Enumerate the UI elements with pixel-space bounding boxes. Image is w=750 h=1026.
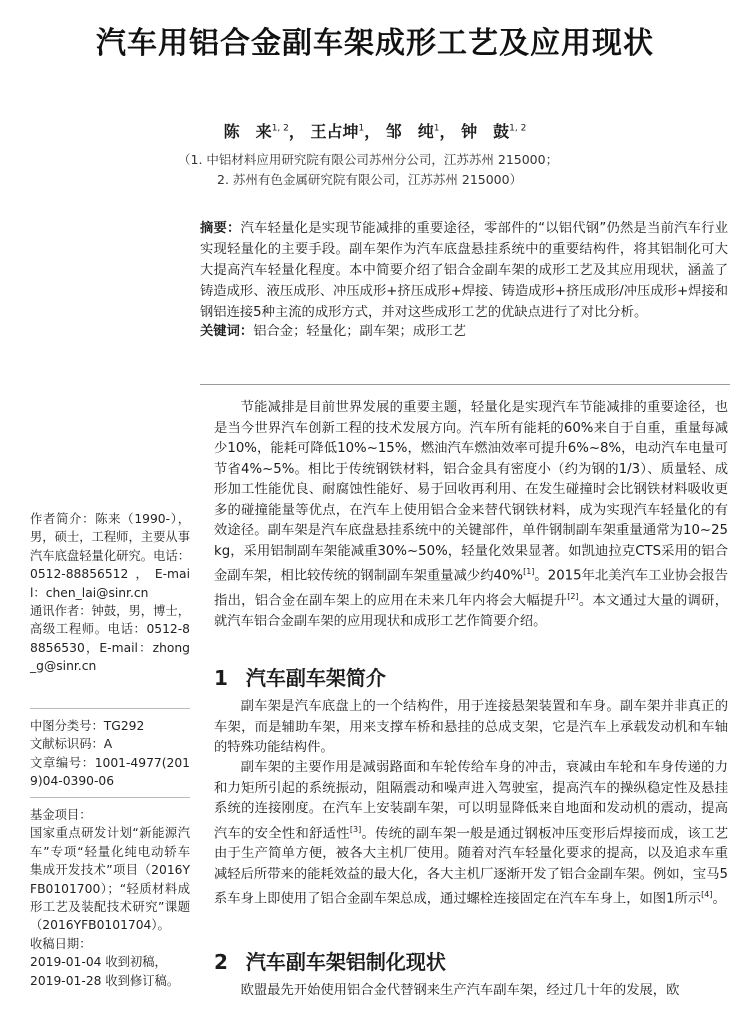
sidebar-author-info <box>30 510 190 676</box>
author-intro: 作者简介：陈来（1990-），男，硕士，工程师，主要从事汽车底盘轻量化研究。电话：0512-88856512，E-mail：chen_lai@sinr.cn <box>30 512 190 600</box>
body-text: 副车架的主要作用是减弱路面和车轮传给车身的冲击，衰减由车轮和车身传递的力和力矩所引起的系统振动，阻隔震动和噪声进入驾驶室，提高汽车的操纵稳定性及悬挂系统的连接刚度。在汽车上安装副车架，可以明显降低来自地面和发动机的震动，提高汽车的安全性和舒适性 <box>214 760 728 841</box>
section-title: 汽车副车架铝制化现状 <box>245 950 446 974</box>
citation: [2] <box>567 591 579 601</box>
affiliation-2: 2. 苏州有色金属研究院有限公司，江苏苏州 215000） <box>217 172 523 187</box>
received-date-2: 2019-01-28 收到修订稿。 <box>30 973 180 988</box>
fund-label: 基金项目： <box>30 808 92 822</box>
intro-text: 节能减排是目前世界发展的重要主题，轻量化是实现汽车节能减排的重要途径，也是当今世界汽车创新工程的技术发展方向。汽车所有能耗的60%来自于自重，重量每减少10%，能耗可降低10%~15%，燃油汽车燃油效率可提升6%~8%，电动汽车电量可节省4%~5%。相比于传统钢铁材料，铝合金具有密度小（约为钢的1/3）、质量轻、成形加工性能优良、耐腐蚀性能好、易于回收再利用、在发生碰撞时会比钢铁材料吸收更多的碰撞能量等优点，在汽车上使用铝合金来替代钢铁材料，成为实现汽车轻量化的有效途径。副车架是汽车底盘悬挂系统中的关键部件，单件钢制副车架重量通常为10~25 kg，采用铝制副车架能减重30%~50%，轻量化效果显著。如凯迪拉克CTS采用的铝合金副车架，相比较传统的钢制副车架重量减少约40% <box>214 400 728 584</box>
author-name: 王占坤 <box>310 122 359 141</box>
keywords <box>200 320 728 339</box>
sidebar-divider <box>30 797 190 798</box>
intro-text: 。本文通过大量的调研，就汽车铝合金副车架的应用现状和成形工艺作简要介绍。 <box>214 593 729 629</box>
document-code: 文献标识码：A <box>30 737 113 752</box>
author-sup: 1, 2 <box>509 123 527 134</box>
abstract-divider <box>200 384 730 385</box>
citation: [4] <box>701 890 713 900</box>
author-sup: 1 <box>358 123 365 134</box>
section-number: 2 <box>214 950 228 974</box>
sidebar-classification <box>30 717 190 791</box>
section-heading <box>214 946 446 975</box>
body-text: 。传统的副车架一般是通过钢板冲压变形后焊接而成，该工艺由于生产简单方便，被各大主机厂使用。随着对汽车轻量化要求的提高，以及追求车重减轻后所带来的能耗效益的最大化，各大主机厂逐渐开发了铝合金副车架。例如，宝马5系车身上即使用了铝合金副车架总成，通过螺栓连接固定在汽车车身上，如图1所示 <box>214 825 729 907</box>
body-paragraph <box>214 758 728 910</box>
author-name: 陈 来 <box>223 122 272 141</box>
article-number: 文章编号：1001-4977(2019)04-0390-06 <box>30 755 190 789</box>
citation: [3] <box>349 824 362 834</box>
section-title: 汽车副车架简介 <box>245 666 386 690</box>
abstract-label: 摘要： <box>200 221 241 236</box>
keywords-label: 关键词： <box>200 324 254 339</box>
paper-title: 汽车用铝合金副车架成形工艺及应用现状 <box>96 26 654 61</box>
abstract <box>200 218 728 323</box>
fund-text: 国家重点研发计划“新能源汽车”专项“轻量化纯电动轿车集成开发技术”项目（2016YFB0101700）；“轻质材料成形工艺及装配技术研究”课题（2016YFB0101704）。 <box>30 826 190 933</box>
affiliation-1: （1. 中铝材料应用研究院有限公司苏州分公司，江苏苏州 215000； <box>178 152 559 167</box>
author-line: 陈 来$^{1, 2}$， 王占坤$^1$， 邹 纯$^1$， 钟 鼓$^{1, 2}$ <box>223 122 527 141</box>
author-sup: 1, 2 <box>271 123 289 134</box>
intro-paragraph <box>214 398 728 632</box>
abstract-text: 汽车轻量化是实现节能减排的重要途径，零部件的“以铝代钢”仍然是当前汽车行业实现轻量化的主要手段。副车架作为汽车底盘悬挂系统中的重要结构件，将其铝制化可大大提高汽车轻量化程度。本中简要介绍了铝合金副车架的成形工艺及其应用现状，涵盖了铸造成形、液压成形、冲压成形+挤压成形+焊接、铸造成形+挤压成形/冲压成形+焊接和钢铝连接5种主流的成形方式，并对这些成形工艺的优缺点进行了对比分析。 <box>200 221 728 320</box>
author-name: 邹 纯 <box>385 122 434 141</box>
sidebar-funding <box>30 806 190 990</box>
sidebar-divider <box>30 708 190 709</box>
correspondent: 通讯作者：钟鼓，男，博士，高级工程师。电话：0512-88856530，E-mail：zhong_g@sinr.cn <box>30 604 190 674</box>
received-date-1: 2019-01-04 收到初稿， <box>30 955 167 970</box>
body-text: 。 <box>712 891 726 907</box>
clc-number: 中图分类号：TG292 <box>30 719 145 733</box>
body-paragraph: 副车架是汽车底盘上的一个结构件，用于连接悬架装置和车身。副车架并非真正的车架，而是辅助车架，用来支撑车桥和悬挂的总成支架，它是汽车上承载发动机和车轴的特殊功能结构件。 <box>214 699 728 755</box>
keywords-text: 铝合金；轻量化；副车架；成形工艺 <box>253 324 466 339</box>
section-number: 1 <box>214 666 228 690</box>
body-paragraph: 欧盟最先开始使用铝合金代替钢来生产汽车副车架，经过几十年的发展，欧 <box>240 983 680 998</box>
citation: [1] <box>523 567 535 576</box>
received-label: 收稿日期： <box>30 936 92 951</box>
author-sup: 1 <box>433 123 440 134</box>
intro-text: 。2015年北美汽车工业协会报告指出，铝合金在副车架上的应用在未来几年内将会大幅提升 <box>214 568 728 609</box>
section-heading <box>214 662 386 691</box>
author-name: 钟 鼓 <box>461 122 510 141</box>
